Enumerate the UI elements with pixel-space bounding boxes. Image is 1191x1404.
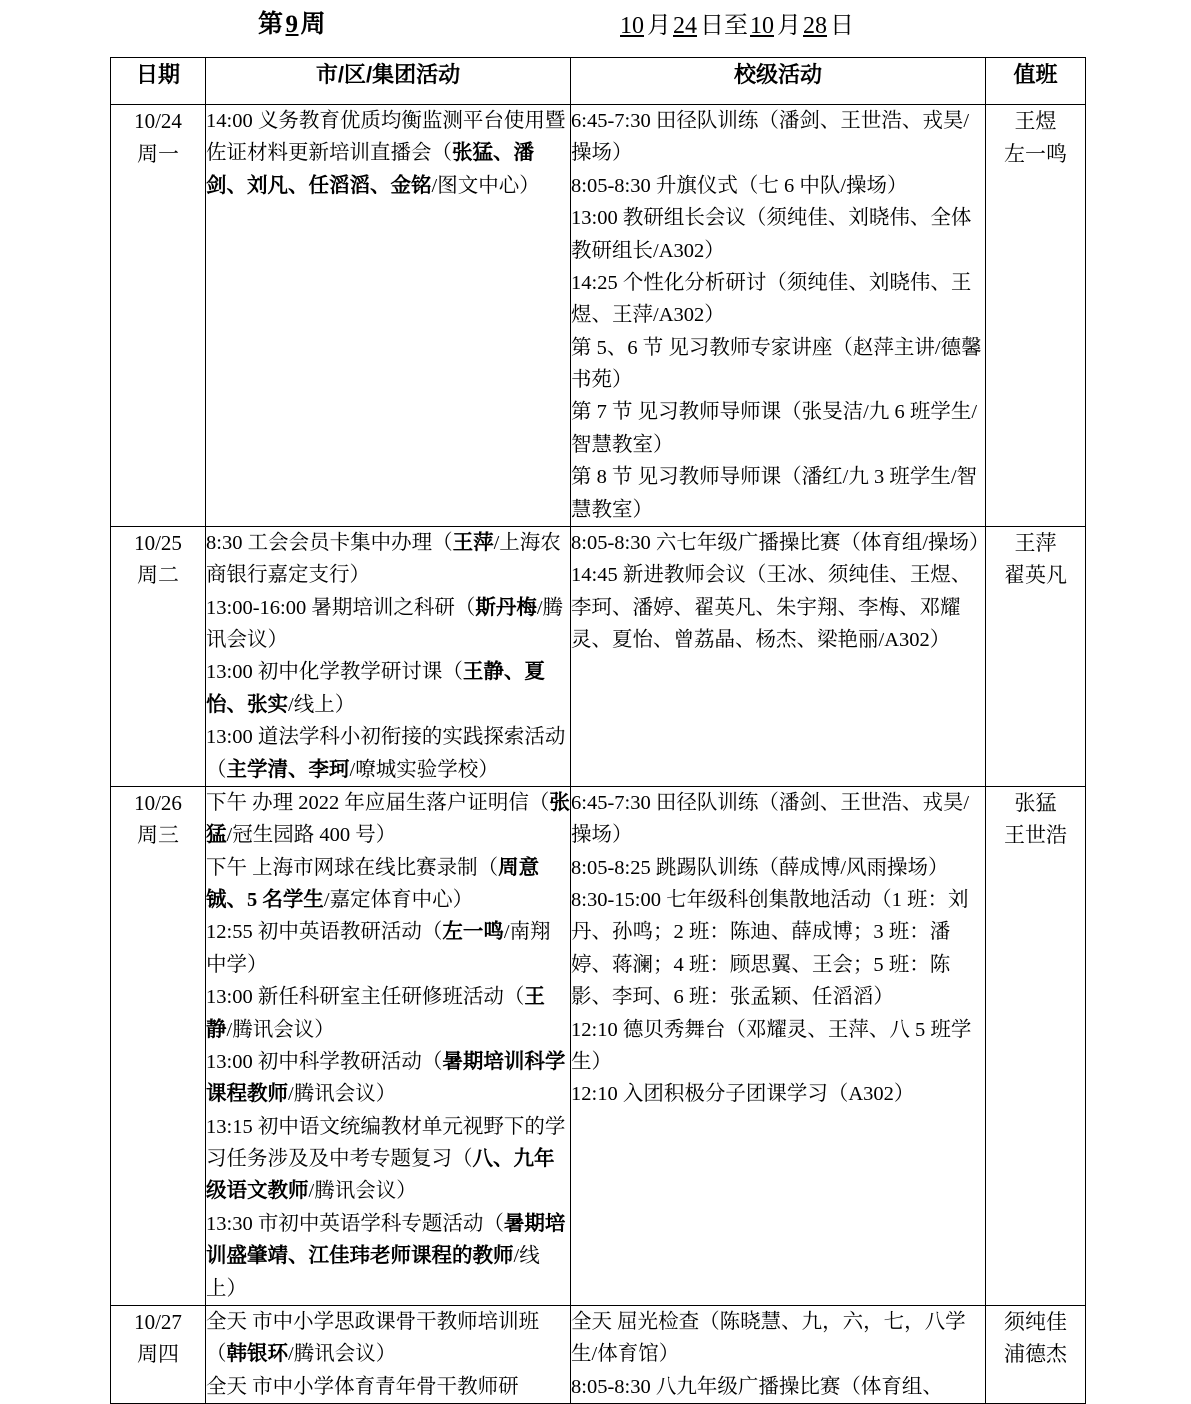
date-cell (111, 105, 206, 527)
activity-item: 8:05-8:30 八九年级广播操比赛（体育组、 (571, 1375, 943, 1398)
activity-item: 13:00 初中科学教研活动（暑期培训科学课程教师/腾讯会议） (206, 1050, 566, 1106)
date-value: 10/26 (134, 790, 182, 815)
table-row (111, 1305, 1086, 1403)
school-activities-cell (571, 526, 990, 786)
activity-item: 14:00 义务教育优质均衡监测平台使用暨佐证材料更新培训直播会（张猛、潘剑、刘凡、任滔滔、金铭/图文中心） (206, 110, 566, 197)
table-body (111, 105, 1086, 1404)
duty-cell (986, 105, 1086, 527)
activity-item: 第 5、6 节 见习教师专家讲座（赵萍主讲/德馨书苑） (571, 336, 982, 391)
activity-item: 8:30-15:00 七年级科创集散地活动（1 班：刘丹、孙鸣；2 班：陈迪、薛成博；3 班：潘婷、蒋澜；4 班：顾思翼、王会；5 班：陈影、李珂、6 班：张孟颖、任滔滔） (571, 889, 969, 1009)
week-suffix: 周 (300, 11, 327, 38)
weekday-value: 周三 (137, 823, 179, 848)
range-end-month: 10 (750, 13, 774, 39)
activity-item: 13:15 初中语文统编教材单元视野下的学习任务涉及及中考专题复习（八、九年级语文教师/腾讯会议） (206, 1115, 566, 1203)
duty-person: 翟英凡 (1004, 563, 1067, 588)
duty-cell (986, 1305, 1086, 1403)
table-row (111, 526, 1086, 786)
school-activities-cell (571, 786, 986, 1305)
weekday-value: 周二 (137, 563, 179, 588)
column-header-duty: 值班 (986, 58, 1086, 105)
date-cell (111, 786, 206, 1305)
duty-cell (986, 786, 1086, 1305)
table-row (111, 105, 1086, 527)
city-activities-cell (206, 526, 571, 786)
weekly-schedule-table (110, 57, 1086, 1404)
to-char: 至 (724, 13, 748, 39)
table-header (111, 58, 1086, 105)
activity-item: 全天 市中小学思政课骨干教师培训班（韩银环/腾讯会议） (206, 1310, 540, 1366)
duty-cell (986, 526, 1086, 786)
month-char-2: 月 (777, 13, 801, 39)
city-activities-cell (206, 105, 571, 527)
date-value: 10/27 (134, 1309, 182, 1334)
duty-person: 左一鸣 (1004, 141, 1067, 166)
activity-item: 第 8 节 见习教师导师课（潘红/九 3 班学生/智慧教室） (571, 466, 978, 521)
activity-item: 8:30 工会会员卡集中办理（王萍/上海农商银行嘉定支行） (206, 531, 561, 587)
activity-item: 12:55 初中英语教研活动（左一鸣/南翔中学） (206, 921, 551, 976)
activity-item: 13:00 道法学科小初衔接的实践探索活动（主学清、李珂/嘹城实验学校） (206, 726, 566, 781)
duty-person: 须纯佳 (1004, 1309, 1067, 1334)
column-header-school-activities: 校级活动 (571, 58, 986, 105)
activity-item: 13:00 初中化学教学研讨课（王静、夏怡、张实/线上） (206, 661, 545, 716)
column-header-date: 日期 (111, 58, 206, 105)
activity-item: 12:10 入团积极分子团课学习（A302） (571, 1083, 915, 1106)
day-char-1: 日 (700, 13, 724, 39)
activity-item: 12:10 德贝秀舞台（邓耀灵、王萍、八 5 班学生） (571, 1018, 972, 1073)
city-activities-cell (206, 786, 571, 1305)
date-cell (111, 526, 206, 786)
date-value: 10/25 (134, 530, 182, 555)
table-row (111, 786, 1086, 1305)
activity-item: 14:45 新进教师会议（王冰、须纯佳、王煜、李珂、潘婷、翟英凡、朱宇翔、李梅、邓耀灵、夏怡、曾荔晶、杨杰、梁艳丽/A302） (571, 564, 972, 651)
date-value: 10/24 (134, 109, 182, 133)
duty-person: 王世浩 (1004, 823, 1067, 848)
activity-item: 14:25 个性化分析研讨（须纯佳、刘晓伟、王煜、王萍/A302） (571, 271, 972, 327)
activity-item: 13:30 市初中英语学科专题活动（暑期培训盛肇靖、江佳玮老师课程的教师/线上） (206, 1212, 566, 1300)
activity-item: 第 7 节 见习教师导师课（张旻洁/九 6 班学生/智慧教室） (571, 401, 978, 456)
document-title-row (0, 0, 1191, 48)
activity-item: 8:05-8:30 升旗仪式（七 6 中队/操场） (571, 174, 908, 197)
duty-person: 王萍 (1014, 530, 1057, 555)
activity-item: 下午 上海市网球在线比赛录制（周意铖、5 名学生/嘉定体育中心） (206, 856, 540, 911)
range-end-day: 28 (803, 13, 827, 39)
activity-item: 8:05-8:30 六七年级广播操比赛（体育组/操场） (571, 531, 990, 554)
activity-item: 6:45-7:30 田径队训练（潘剑、王世浩、戎昊/操场） (571, 110, 970, 165)
week-number: 9 (285, 11, 299, 38)
activity-item: 下午 办理 2022 年应届生落户证明信（张猛/冠生园路 400 号） (206, 791, 570, 847)
month-char-1: 月 (647, 13, 671, 39)
city-activities-cell (206, 1305, 571, 1403)
date-cell (111, 1305, 206, 1403)
school-activities-cell (571, 1305, 986, 1403)
duty-person: 张猛 (1014, 790, 1057, 815)
activity-item: 13:00-16:00 暑期培训之科研（斯丹梅/腾讯会议） (206, 596, 564, 651)
weekday-value: 周四 (137, 1342, 179, 1367)
weekday-value: 周一 (137, 141, 179, 166)
duty-person: 王煜 (1014, 109, 1057, 133)
column-header-city-activities: 市/区/集团活动 (206, 58, 571, 105)
week-prefix: 第 (258, 11, 284, 38)
range-start-day: 24 (673, 13, 697, 39)
activity-item: 13:00 新任科研室主任研修班活动（王静/腾讯会议） (206, 986, 545, 1041)
week-title (258, 4, 326, 40)
duty-person: 浦德杰 (1004, 1342, 1067, 1367)
activity-item: 8:05-8:25 跳踢队训练（薛成博/风雨操场） (571, 856, 949, 879)
activity-item: 全天 屈光检查（陈晓慧、九，六，七，八学生/体育馆） (571, 1310, 966, 1366)
activity-item: 全天 市中小学体育青年骨干教师研 (206, 1375, 519, 1398)
range-start-month: 10 (620, 13, 644, 39)
school-activities-cell (571, 105, 986, 527)
activity-item: 13:00 教研组长会议（须纯佳、刘晓伟、全体教研组长/A302） (571, 207, 972, 262)
date-range (618, 5, 854, 40)
activity-item: 6:45-7:30 田径队训练（潘剑、王世浩、戎昊/操场） (571, 791, 970, 847)
day-char-2: 日 (830, 13, 854, 39)
header-row (111, 58, 1086, 105)
